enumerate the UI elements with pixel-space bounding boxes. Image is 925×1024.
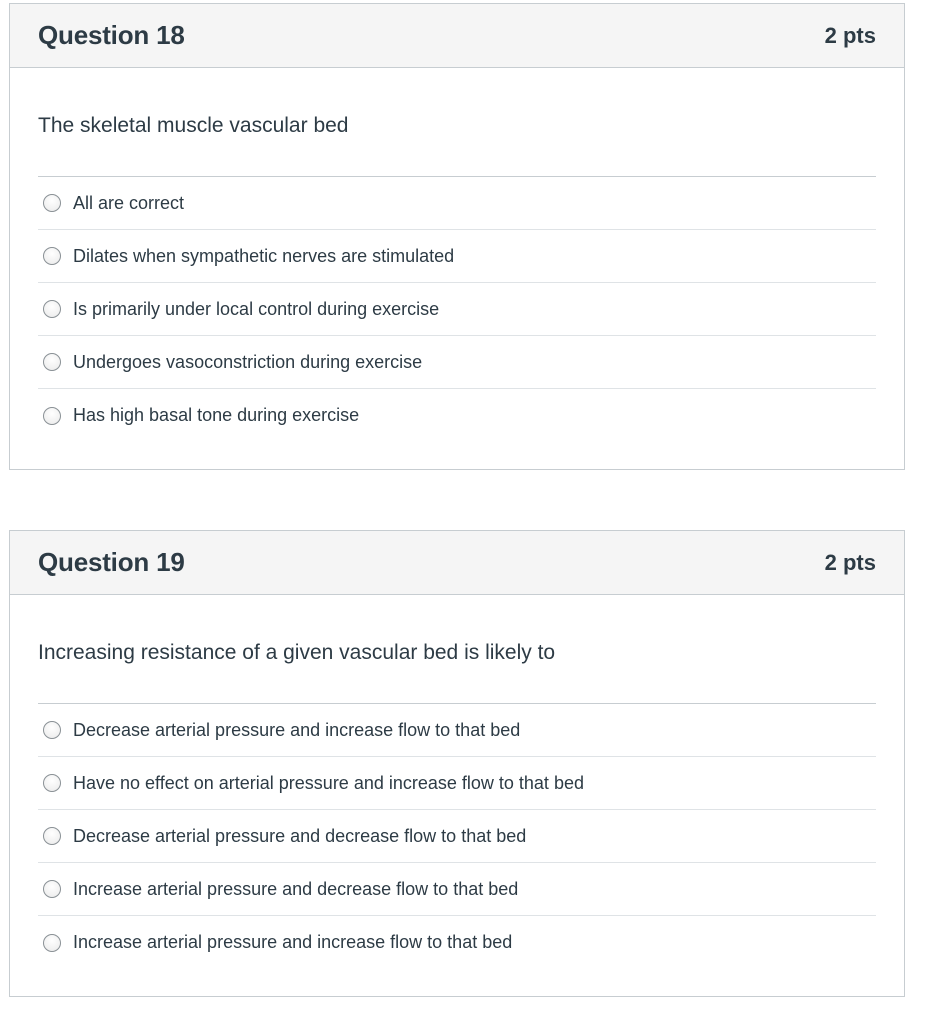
answer-option[interactable] [38, 389, 876, 442]
radio-button[interactable] [43, 880, 61, 898]
answer-option[interactable] [38, 757, 876, 810]
radio-button[interactable] [43, 934, 61, 952]
answer-label: Dilates when sympathetic nerves are stimulated [73, 245, 455, 266]
question-points: 2 pts [824, 22, 876, 48]
question-title: Question 19 [38, 547, 185, 577]
question-title: Question 18 [38, 20, 185, 50]
radio-button[interactable] [43, 721, 61, 739]
answer-label: Undergoes vasoconstriction during exercise [73, 351, 423, 372]
answer-option[interactable] [38, 230, 876, 283]
answer-option[interactable] [38, 863, 876, 916]
answer-label: Have no effect on arterial pressure and increase flow to that bed [73, 772, 584, 793]
question-points: 2 pts [824, 549, 876, 575]
answer-label: Is primarily under local control during exercise [73, 298, 440, 319]
answer-label: Has high basal tone during exercise [73, 405, 360, 425]
radio-button[interactable] [43, 407, 61, 425]
answer-label: All are correct [73, 192, 185, 213]
answer-label: Decrease arterial pressure and increase flow to that bed [73, 719, 521, 740]
answer-list [38, 703, 876, 969]
radio-button[interactable] [43, 774, 61, 792]
answer-option[interactable] [38, 283, 876, 336]
radio-button[interactable] [43, 300, 61, 318]
question-header [10, 4, 904, 68]
answer-option[interactable] [38, 177, 876, 230]
answer-label: Increase arterial pressure and increase flow to that bed [73, 932, 513, 952]
radio-button[interactable] [43, 353, 61, 371]
answer-list [38, 176, 876, 442]
question-body [10, 68, 904, 442]
question-body [10, 595, 904, 969]
question-card-19 [9, 530, 905, 997]
answer-label: Decrease arterial pressure and decrease flow to that bed [73, 825, 527, 846]
answer-label: Increase arterial pressure and decrease flow to that bed [73, 878, 519, 899]
answer-option[interactable] [38, 916, 876, 969]
question-text: The skeletal muscle vascular bed [38, 114, 349, 137]
radio-button[interactable] [43, 827, 61, 845]
answer-option[interactable] [38, 336, 876, 389]
question-text: Increasing resistance of a given vascular bed is likely to [38, 641, 556, 664]
radio-button[interactable] [43, 194, 61, 212]
radio-button[interactable] [43, 247, 61, 265]
question-header [10, 531, 904, 595]
answer-option[interactable] [38, 810, 876, 863]
answer-option[interactable] [38, 704, 876, 757]
question-card-18 [9, 3, 905, 470]
